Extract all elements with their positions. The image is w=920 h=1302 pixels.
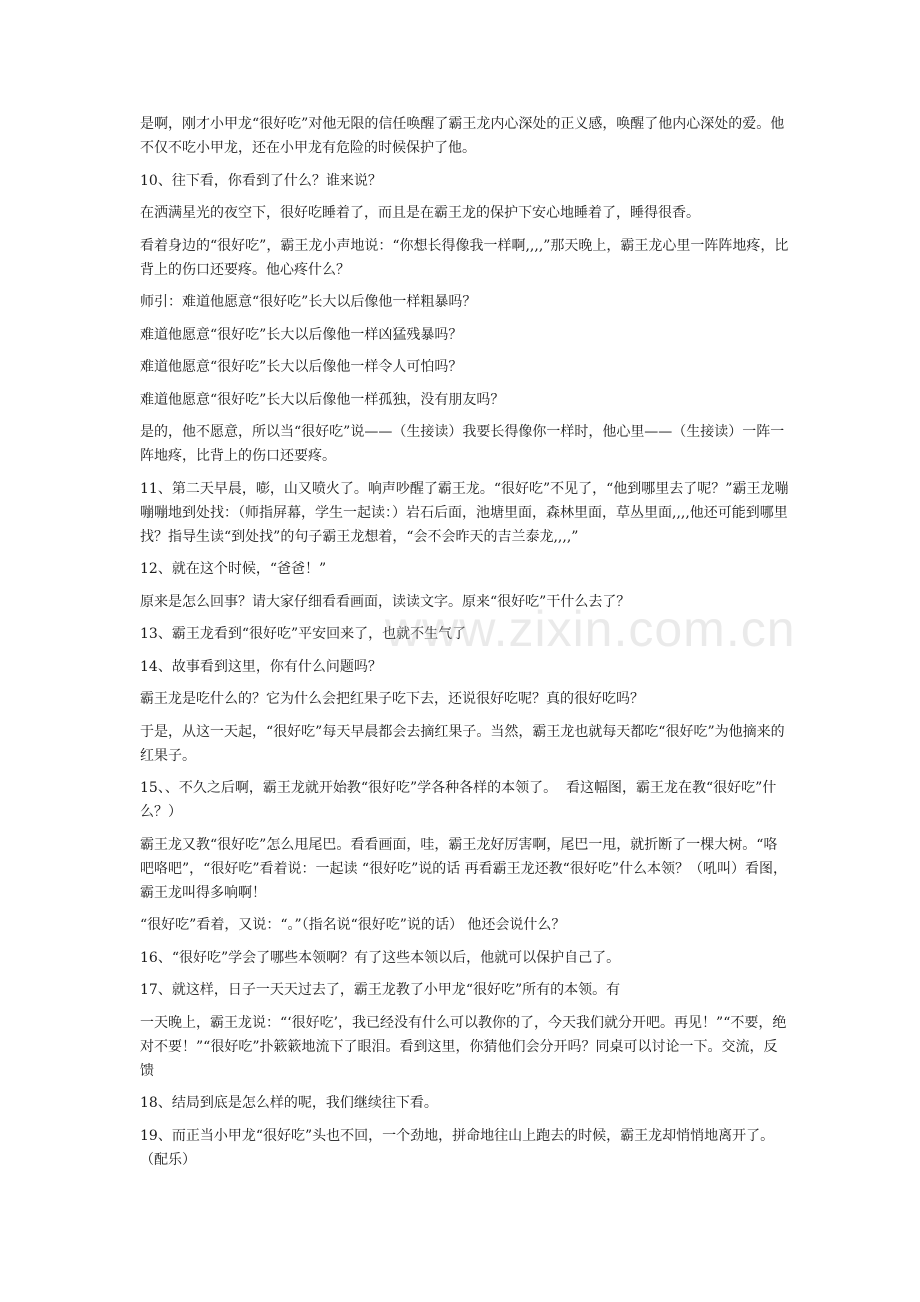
paragraph-15: 霸王龙是吃什么的？它为什么会把红果子吃下去，还说很好吃呢？真的很好吃吗？ xyxy=(140,691,644,707)
paragraph-7: 难道他愿意“很好吃”长大以后像他一样令人可怕吗？ xyxy=(140,359,463,375)
paragraph-14: 14、故事看到这里，你有什么问题吗？ xyxy=(140,658,382,675)
paragraph-1: 是啊，刚才小甲龙“很好吃”对他无限的信任唤醒了霸王龙内心深处的正义感，唤醒了他内心深处的爱。他不仅不吃小甲龙，还在小甲龙有危险的时候保护了他。 xyxy=(140,116,785,156)
paragraph-6: 难道他愿意“很好吃”长大以后像他一样凶猛残暴吗？ xyxy=(140,326,463,343)
paragraph-16: 于是，从这一天起，“很好吃”每天早晨都会去摘红果子。当然，霸王龙也就每天都吃“很好吃”为他摘来的红果子。 xyxy=(140,723,785,764)
paragraph-2: 10、往下看，你看到了什么？谁来说？ xyxy=(140,172,382,189)
watermark: www.zixin.com.cn xyxy=(385,601,796,657)
paragraph-22: 一天晚上，霸王龙说：“‘很好吃’，我已经没有什么可以教你的了，今天我们就分开吧。再见！”“不要，绝对不要！”“很好吃”扑簌簌地流下了眼泪。看到这里，你猜他们会分开吗？同桌可以讨论一下。交流，反馈 xyxy=(140,1014,787,1079)
paragraph-5: 师引：难道他愿意“很好吃”长大以后像他一样粗暴吗？ xyxy=(140,294,477,310)
document-body xyxy=(140,112,790,1180)
paragraph-21: 17、就这样，日子一天天过去了，霸王龙教了小甲龙“很好吃”所有的本领。有 xyxy=(140,982,621,998)
paragraph-12: 原来是怎么回事？请大家仔细看看画面，读读文字。原来“很好吃”干什么去了？ xyxy=(140,593,631,610)
paragraph-23: 18、结局到底是怎么样的呢，我们继续往下看。 xyxy=(140,1095,438,1111)
paragraph-9: 是的，他不愿意，所以当“很好吃”说——（生接读）我要长得像你一样时，他心里——（生接读）一阵一阵地疼，比背上的伤口还要疼。 xyxy=(140,424,785,464)
paragraph-4: 看着身边的“很好吃”，霸王龙小声地说：“你想长得像我一样啊,,,,”那天晚上，霸王龙心里一阵阵地疼，比背上的伤口还要疼。他心疼什么？ xyxy=(140,237,789,278)
paragraph-18: 霸王龙又教“很好吃”怎么甩尾巴。看看画面，哇，霸王龙好厉害啊，尾巴一甩，就折断了一棵大树。“咯吧咯吧”，“很好吃”看着说：一起读 “很好吃”说的话 再看霸王龙还教“很好吃”什么本领？（吼叫）看图，霸王龙叫得多响啊！ xyxy=(140,836,787,901)
paragraph-13: 13、霸王龙看到“很好吃”平安回来了，也就不生气了 xyxy=(140,626,467,642)
paragraph-19: “很好吃”看着，又说：“。”（指名说“很好吃”说的话） 他还会说什么？ xyxy=(140,917,566,933)
paragraph-24: 19、而正当小甲龙“很好吃”头也不回，一个劲地，拼命地往山上跑去的时候，霸王龙却悄悄地离开了。（配乐） xyxy=(140,1127,775,1168)
paragraph-8: 难道他愿意“很好吃”长大以后像他一样孤独，没有朋友吗？ xyxy=(140,391,505,408)
paragraph-3: 在洒满星光的夜空下，很好吃睡着了，而且是在霸王龙的保护下安心地睡着了，睡得很香。 xyxy=(140,205,700,221)
paragraph-11: 12、就在这个时候，“爸爸！” xyxy=(140,561,327,577)
paragraph-10: 11、第二天早晨，嘭，山又喷火了。响声吵醒了霸王龙。“很好吃”不见了，“他到哪里去了呢？”霸王龙嘣嘣嘣地到处找：（师指屏幕，学生一起读：）岩石后面，池塘里面，森林里面，草丛里面,,,,他还可能到哪里找？指导生读“到处找”的句子霸王龙想着，“会不会昨天的吉兰泰龙,,,,” xyxy=(140,480,789,545)
paragraph-20: 16、“很好吃”学会了哪些本领啊？有了这些本领以后，他就可以保护自己了。 xyxy=(140,949,621,966)
paragraph-17: 15、、不久之后啊，霸王龙就开始教“很好吃”学各种各样的本领了。 看这幅图，霸王龙在教“很好吃”什么？） xyxy=(140,780,777,820)
